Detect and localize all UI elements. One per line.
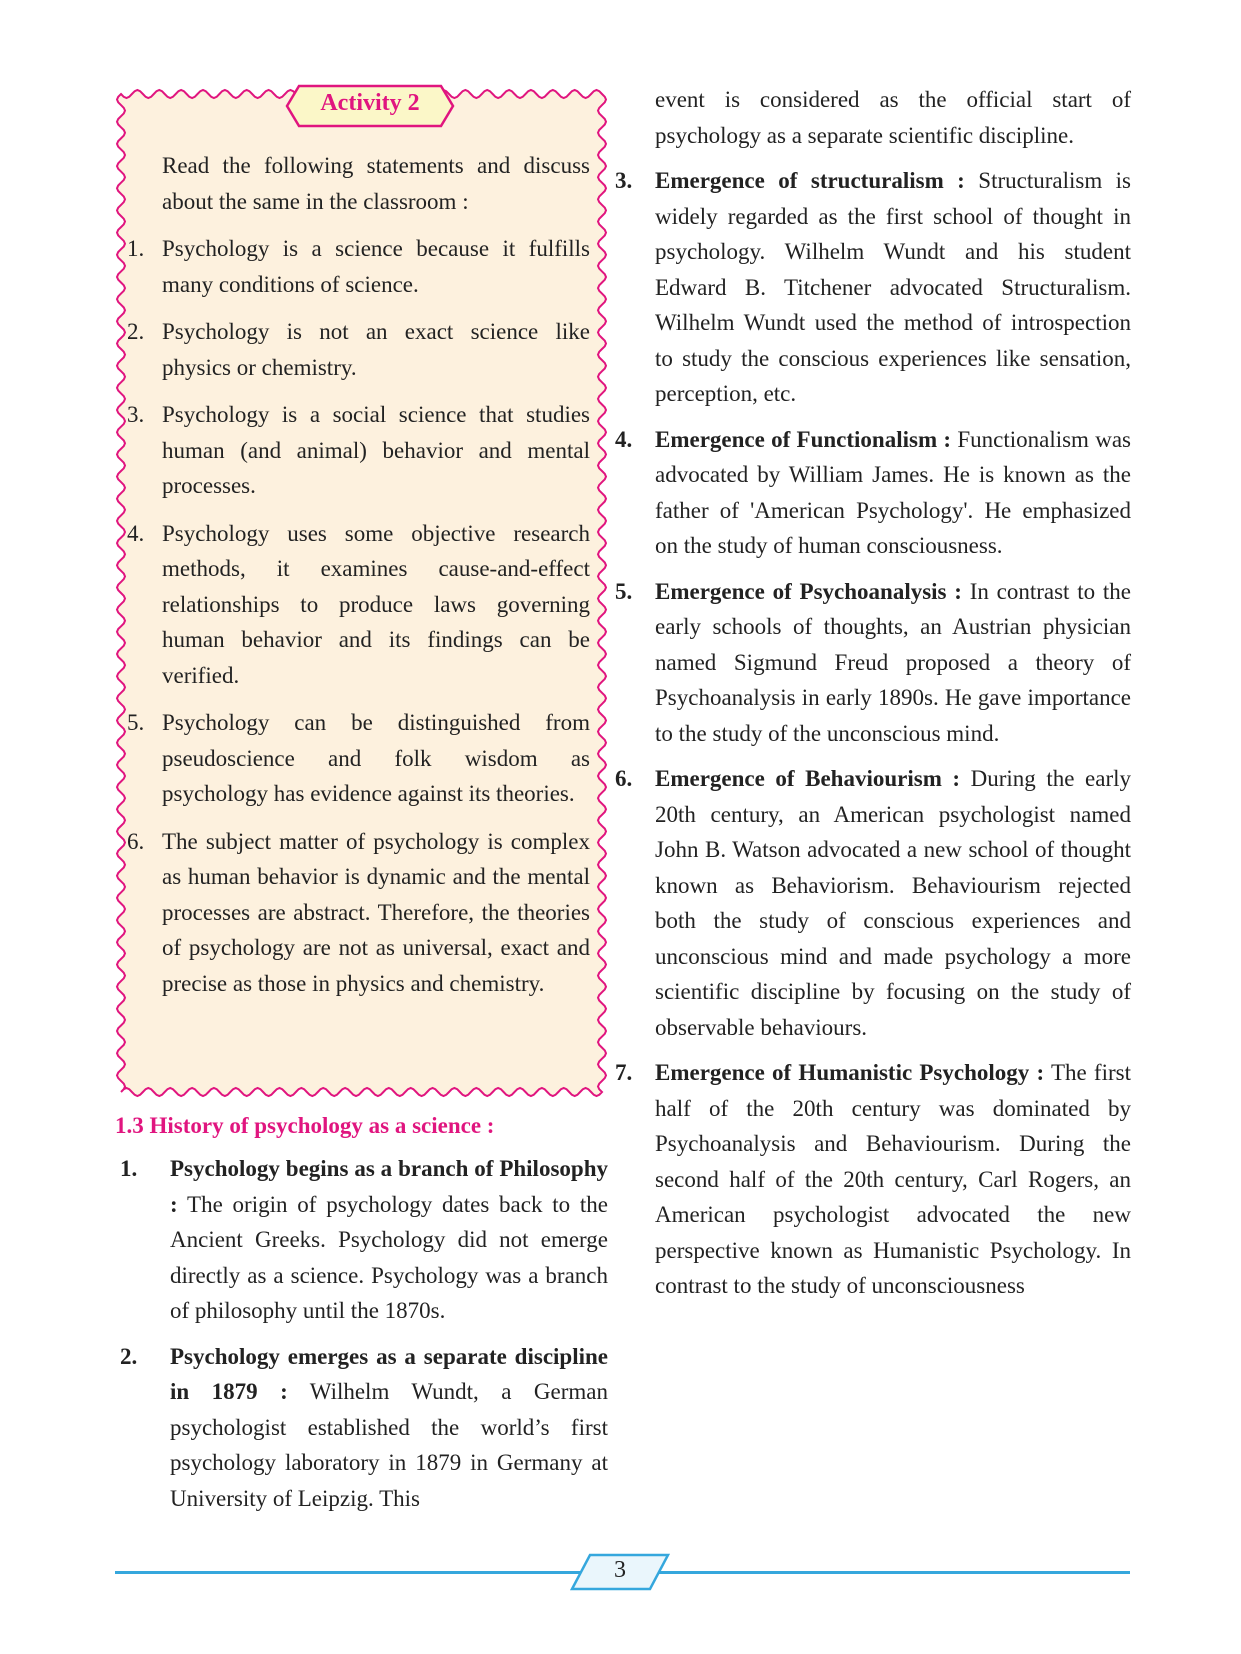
page-number: 3 <box>614 1557 626 1583</box>
activity-statement <box>127 231 590 302</box>
left-column <box>115 88 610 1511</box>
history-item <box>115 1339 608 1517</box>
activity-statement <box>127 397 590 504</box>
history-item-title: Emergence of Psychoanalysis : <box>655 578 962 604</box>
activity-box <box>115 88 608 1098</box>
statement-number: 1. <box>127 236 145 261</box>
history-item-number: 3. <box>615 168 633 193</box>
history-item <box>615 422 1131 564</box>
history-item <box>615 1055 1131 1304</box>
history-item-number: 2. <box>120 1343 138 1369</box>
history-item-title: Emergence of Behaviourism : <box>655 766 961 791</box>
activity-statement <box>127 516 590 694</box>
activity-content <box>127 148 590 1013</box>
activity-statement-list <box>127 231 590 1001</box>
statement-text: Psychology is not an exact science like physics or chemistry. <box>162 319 590 380</box>
history-item <box>615 163 1131 412</box>
statement-number: 6. <box>127 828 145 854</box>
history-item-number: 6. <box>615 766 633 791</box>
statement-text: Psychology uses some objective research methods, it examines cause-and-effect relationships to produce laws governing human behavior and its findings can be verified. <box>162 520 590 688</box>
history-item <box>615 761 1131 1045</box>
activity-statement <box>127 314 590 385</box>
history-item-number: 5. <box>615 578 633 604</box>
history-continuation: event is considered as the official start of psychology as a separate scientific discipline. <box>655 87 1131 148</box>
history-item-text: In contrast to the early schools of thoughts, an Austrian physician named Sigmund Freud proposed a theory of Psychoanalysis in early 1890s. He gave importance to the study of the unconscious mind. <box>655 578 1131 746</box>
activity-intro: Read the following statements and discuss about the same in the classroom : <box>162 153 590 214</box>
activity-statement <box>127 705 590 812</box>
history-item-text: The origin of psychology dates back to the Ancient Greeks. Psychology did not emerge directly as a science. Psychology was a branch of philosophy until the 1870s. <box>170 1191 608 1323</box>
statement-number: 4. <box>127 520 145 546</box>
history-item-title: Psychology begins as a branch of Philosophy : <box>170 1156 608 1217</box>
history-item-number: 7. <box>615 1060 633 1085</box>
history-item-text: Wilhelm Wundt, a German psychologist established the world’s first psychology laboratory in 1879 in Germany at University of Leipzig. This <box>170 1379 608 1511</box>
right-column <box>615 82 1131 1314</box>
activity-badge <box>285 84 455 128</box>
history-list-right <box>615 163 1131 1304</box>
statement-text: Psychology is a science because it fulfills many conditions of science. <box>162 236 590 297</box>
history-item-number: 4. <box>615 426 633 452</box>
statement-text: The subject matter of psychology is complex as human behavior is dynamic and the mental processes are abstract. Therefore, the theories of psychology are not as universal, exact and precise as those in physics and chemistry. <box>162 828 590 996</box>
history-list-left <box>115 1151 608 1526</box>
page-number-badge <box>570 1552 670 1592</box>
activity-statement <box>127 824 590 1002</box>
statement-number: 5. <box>127 710 145 735</box>
history-item-text: The first half of the 20th century was dominated by Psychoanalysis and Behaviourism. During the second half of the 20th century, Carl Rogers, an American psychologist advocated the new perspective known as Humanistic Psychology. In contrast to the study of unconsciousness <box>655 1060 1131 1298</box>
history-item-title: Emergence of Humanistic Psychology : <box>655 1060 1045 1085</box>
history-item-title: Psychology emerges as a separate discipline in 1879 : <box>170 1343 608 1404</box>
history-item <box>115 1151 608 1329</box>
statement-text: Psychology can be distinguished from pseudoscience and folk wisdom as psychology has evidence against its theories. <box>162 710 590 806</box>
history-item-title: Emergence of Functionalism : <box>655 426 952 452</box>
history-item-text: Functionalism was advocated by William James. He is known as the father of 'American Psychology'. He emphasized on the study of human consciousness. <box>655 426 1131 558</box>
history-item-title: Emergence of structuralism : <box>655 168 965 193</box>
activity-title: Activity 2 <box>320 90 420 116</box>
statement-number: 2. <box>127 319 145 344</box>
history-item-number: 1. <box>120 1156 138 1181</box>
history-item-text: During the early 20th century, an American psychologist named John B. Watson advocated a new school of thought known as Behaviorism. Behaviourism rejected both the study of conscious experiences and unconscious mind and made psychology a more scientific discipline by focusing on the study of observable behaviours. <box>655 766 1131 1040</box>
statement-number: 3. <box>127 402 145 427</box>
statement-text: Psychology is a social science that studies human (and animal) behavior and mental processes. <box>162 402 590 498</box>
section-heading: 1.3 History of psychology as a science : <box>115 1113 495 1138</box>
history-item-text: Structuralism is widely regarded as the first school of thought in psychology. Wilhelm Wundt and his student Edward B. Titchener advocated Structuralism. Wilhelm Wundt used the method of introspection to study the conscious experiences like sensation, perception, etc. <box>655 168 1131 406</box>
history-item <box>615 574 1131 752</box>
